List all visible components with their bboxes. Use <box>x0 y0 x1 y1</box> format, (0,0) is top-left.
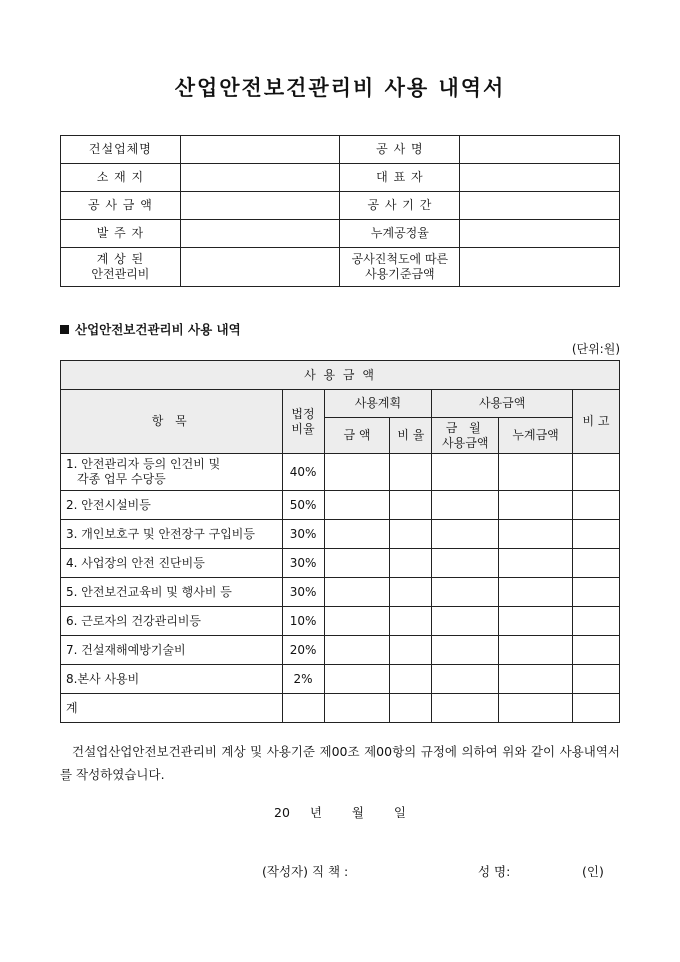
table-row <box>61 607 620 636</box>
representative-value[interactable] <box>460 164 620 192</box>
item-cell: 8.본사 사용비 <box>61 665 283 694</box>
plan-ratio-cell[interactable] <box>390 607 432 636</box>
plan-amount-cell[interactable] <box>324 491 390 520</box>
monthly-used-cell[interactable] <box>432 549 499 578</box>
monthly-used-cell[interactable] <box>432 491 499 520</box>
standard-amount-line2: 사용기준금액 <box>365 267 435 281</box>
table-row <box>61 454 620 491</box>
plan-ratio-cell[interactable] <box>390 491 432 520</box>
table-row <box>61 636 620 665</box>
item-cell: 3. 개인보호구 및 안전장구 구입비등 <box>61 520 283 549</box>
plan-amount-cell[interactable] <box>324 454 390 491</box>
client-value[interactable] <box>180 220 340 248</box>
item-cell: 5. 안전보건교육비 및 행사비 등 <box>61 578 283 607</box>
item-cell: 7. 건설재해예방기술비 <box>61 636 283 665</box>
monthly-used-line2: 사용금액 <box>442 435 489 450</box>
location-label: 소 재 지 <box>61 164 181 192</box>
document-title: 산업안전보건관리비 사용 내역서 <box>174 75 506 100</box>
plan-amount-cell[interactable] <box>324 520 390 549</box>
plan-amount-cell[interactable] <box>324 607 390 636</box>
representative-label: 대 표 자 <box>340 164 460 192</box>
monthly-used-cell[interactable] <box>432 636 499 665</box>
section-heading-text: 산업안전보건관리비 사용 내역 <box>75 322 241 337</box>
date-line <box>0 803 680 821</box>
cumulative-cell[interactable] <box>499 549 573 578</box>
legal-ratio-line2: 비율 <box>291 421 315 436</box>
construction-company-label: 건설업체명 <box>61 136 181 164</box>
project-info-table <box>60 135 620 287</box>
cumulative-cell[interactable] <box>499 520 573 549</box>
plan-ratio-cell[interactable] <box>390 578 432 607</box>
legal-ratio-line1: 법정 <box>291 406 315 421</box>
budgeted-cost-line2: 안전관리비 <box>91 267 150 281</box>
remarks-cell[interactable] <box>573 520 620 549</box>
remarks-cell[interactable] <box>573 578 620 607</box>
monthly-used-header <box>432 418 499 454</box>
used-amount-header: 사용금액 <box>432 390 573 418</box>
cumulative-cell[interactable] <box>499 636 573 665</box>
usage-plan-header: 사용계획 <box>324 390 432 418</box>
construction-period-value[interactable] <box>460 192 620 220</box>
legal-ratio-header <box>282 390 324 454</box>
plan-amount-cell[interactable] <box>324 636 390 665</box>
remarks-header: 비 고 <box>573 390 620 454</box>
budgeted-safety-cost-label <box>61 248 181 287</box>
project-name-label: 공 사 명 <box>340 136 460 164</box>
cumulative-cell[interactable] <box>499 694 573 723</box>
table-row <box>61 549 620 578</box>
cumulative-amount-header: 누계금액 <box>499 418 573 454</box>
standard-amount-line1: 공사진척도에 따른 <box>351 252 449 266</box>
plan-amount-cell[interactable] <box>324 549 390 578</box>
contract-amount-value[interactable] <box>180 192 340 220</box>
project-name-value[interactable] <box>460 136 620 164</box>
cumulative-cell[interactable] <box>499 491 573 520</box>
construction-company-value[interactable] <box>180 136 340 164</box>
remarks-cell[interactable] <box>573 491 620 520</box>
plan-amount-cell[interactable] <box>324 694 390 723</box>
item-line1: 1. 안전관리자 등의 인건비 및 <box>66 457 221 471</box>
legal-ratio-cell: 20% <box>282 636 324 665</box>
remarks-cell[interactable] <box>573 636 620 665</box>
monthly-used-cell[interactable] <box>432 694 499 723</box>
item-line2: 각종 업무 수당등 <box>77 472 166 486</box>
usage-amount-header: 사 용 금 액 <box>61 361 620 390</box>
remarks-cell[interactable] <box>573 665 620 694</box>
plan-ratio-cell[interactable] <box>390 520 432 549</box>
legal-ratio-cell: 30% <box>282 549 324 578</box>
construction-period-label: 공 사 기 간 <box>340 192 460 220</box>
item-cell <box>61 454 283 491</box>
legal-ratio-cell: 50% <box>282 491 324 520</box>
legal-ratio-cell: 2% <box>282 665 324 694</box>
seal-label: (인) <box>582 864 604 879</box>
plan-ratio-cell[interactable] <box>390 694 432 723</box>
legal-ratio-cell: 30% <box>282 578 324 607</box>
item-cell: 6. 근로자의 건강관리비등 <box>61 607 283 636</box>
plan-ratio-cell[interactable] <box>390 454 432 491</box>
date-text: 20 년 월 일 <box>274 805 406 820</box>
legal-ratio-cell <box>282 694 324 723</box>
item-cell: 4. 사업장의 안전 진단비등 <box>61 549 283 578</box>
table-row <box>61 520 620 549</box>
remarks-cell[interactable] <box>573 607 620 636</box>
monthly-used-cell[interactable] <box>432 520 499 549</box>
legal-ratio-cell: 40% <box>282 454 324 491</box>
statement-paragraph: 건설업산업안전보건관리비 계상 및 사용기준 제00조 제00항의 규정에 의하여 위와 같이 사용내역서를 작성하였습니다. <box>60 744 620 782</box>
square-bullet-icon <box>60 325 69 334</box>
cumulative-cell[interactable] <box>499 454 573 491</box>
plan-amount-header: 금 액 <box>324 418 390 454</box>
author-name-label: 성 명: <box>478 864 511 879</box>
standard-amount-label <box>340 248 460 287</box>
cumulative-cell[interactable] <box>499 665 573 694</box>
client-label: 발 주 자 <box>61 220 181 248</box>
plan-ratio-cell[interactable] <box>390 665 432 694</box>
contract-amount-label: 공 사 금 액 <box>61 192 181 220</box>
cumulative-cell[interactable] <box>499 607 573 636</box>
cumulative-cell[interactable] <box>499 578 573 607</box>
plan-ratio-cell[interactable] <box>390 549 432 578</box>
unit-label: (단위:원) <box>571 342 620 356</box>
budgeted-safety-cost-value[interactable] <box>180 248 340 287</box>
plan-ratio-header: 비 율 <box>390 418 432 454</box>
table-row <box>61 491 620 520</box>
total-row <box>61 694 620 723</box>
monthly-used-cell[interactable] <box>432 607 499 636</box>
location-value[interactable] <box>180 164 340 192</box>
plan-amount-cell[interactable] <box>324 578 390 607</box>
legal-ratio-cell: 10% <box>282 607 324 636</box>
remarks-cell[interactable] <box>573 694 620 723</box>
monthly-used-cell[interactable] <box>432 578 499 607</box>
total-label: 계 <box>61 694 283 723</box>
item-cell: 2. 안전시설비등 <box>61 491 283 520</box>
table-row <box>61 578 620 607</box>
budgeted-cost-line1: 계 상 된 <box>96 252 145 266</box>
monthly-used-line1: 금 월 <box>445 420 485 435</box>
author-position-label: (작성자) 직 책 : <box>262 864 349 879</box>
legal-ratio-cell: 30% <box>282 520 324 549</box>
usage-detail-table <box>60 360 620 723</box>
section-heading <box>60 320 241 338</box>
plan-ratio-cell[interactable] <box>390 636 432 665</box>
progress-rate-label: 누계공정율 <box>340 220 460 248</box>
item-column-header: 항 목 <box>61 390 283 454</box>
table-row <box>61 665 620 694</box>
monthly-used-cell[interactable] <box>432 454 499 491</box>
plan-amount-cell[interactable] <box>324 665 390 694</box>
remarks-cell[interactable] <box>573 454 620 491</box>
remarks-cell[interactable] <box>573 549 620 578</box>
monthly-used-cell[interactable] <box>432 665 499 694</box>
progress-rate-value[interactable] <box>460 220 620 248</box>
standard-amount-value[interactable] <box>460 248 620 287</box>
